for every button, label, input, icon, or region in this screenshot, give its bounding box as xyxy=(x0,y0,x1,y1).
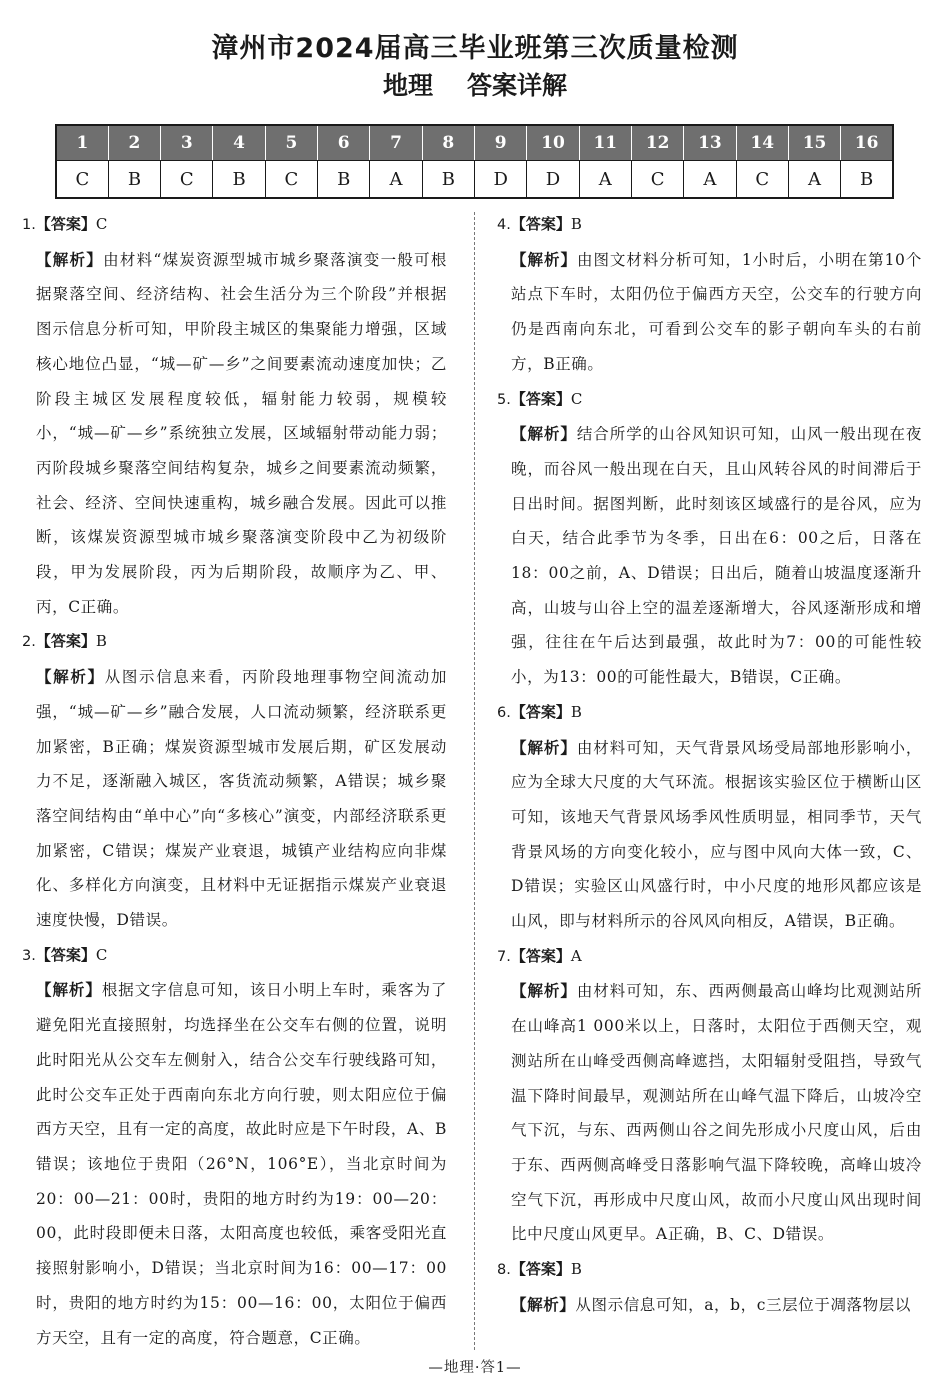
question-number-cell: 3 xyxy=(161,125,213,161)
question-block-7 xyxy=(497,939,922,1252)
analysis-tag: 【解析】 xyxy=(511,1295,576,1314)
question-block-5 xyxy=(497,382,922,695)
answer-letter: B xyxy=(570,702,582,721)
answer-letter-cell: D xyxy=(527,161,579,199)
answer-letter-cell: B xyxy=(108,161,160,199)
analysis-paragraph xyxy=(497,243,922,382)
answer-tag: 【答案】 xyxy=(510,389,571,408)
question-number-cell: 11 xyxy=(579,125,631,161)
question-number-cell: 16 xyxy=(841,125,893,161)
analysis-tag: 【解析】 xyxy=(511,425,577,444)
answer-line xyxy=(497,939,922,975)
answer-letter: B xyxy=(95,632,107,651)
question-number: 3. xyxy=(22,947,36,964)
document-type-label: 答案详解 xyxy=(467,71,568,100)
answer-letter: A xyxy=(570,946,582,965)
question-number-cell: 9 xyxy=(475,125,527,161)
question-block-1 xyxy=(22,207,447,624)
answer-letter: C xyxy=(95,215,108,233)
question-number: 7. xyxy=(497,948,511,965)
answer-letter-cell: B xyxy=(422,161,474,199)
question-number-cell: 2 xyxy=(108,125,160,161)
analysis-text: 由材料可知，天气背景风场受局部地形影响小，应为全球大尺度的大气环流。根据该实验区位于横断山区可知，该地天气背景风场季风性质明显，相同季节，天气背景风场的方向变化较小，应与图中风向大体一致，C、D错误；实验区山风盛行时，中小尺度的地形风都应该是山风，即与材料所示的谷风风向相反，A错误，B正确。 xyxy=(511,738,922,931)
answer-line xyxy=(497,207,922,243)
question-block-6 xyxy=(497,695,922,939)
answer-letter-cell: B xyxy=(841,161,893,199)
answer-letter-cell: C xyxy=(161,161,213,199)
question-number: 8. xyxy=(497,1262,511,1279)
answer-letter-cell: A xyxy=(788,161,840,199)
question-block-4 xyxy=(497,207,922,382)
answer-tag: 【答案】 xyxy=(510,1260,571,1279)
question-number-cell: 1 xyxy=(56,125,108,161)
analysis-text: 由材料“煤炭资源型城市城乡聚落演变一般可根据聚落空间、经济结构、社会生活分为三个阶段”并根据图示信息分析可知，甲阶段主城区的集聚能力增强，区域核心地位凸显，“城—矿—乡”之间要素流动速度加快；乙阶段主城区发展程度较低，辐射能力较弱，规模较小，“城—矿—乡”系统独立发展，区域辐射带动能力弱；丙阶段城乡聚落空间结构复杂，城乡之间要素流动频繁，社会、经济、空间快速重构，城乡融合发展。因此可以推断，该煤炭资源型城市城乡聚落演变阶段中乙为初级阶段，甲为发展阶段，丙为后期阶段，故顺序为乙、甲、丙，C正确。 xyxy=(36,250,447,616)
answer-key-number-row xyxy=(56,125,893,161)
question-number-cell: 10 xyxy=(527,125,579,161)
question-number: 6. xyxy=(497,704,511,721)
question-number: 4. xyxy=(497,217,511,233)
answer-letter-cell: D xyxy=(475,161,527,199)
answer-letter-cell: C xyxy=(56,161,108,199)
question-number-cell: 7 xyxy=(370,125,422,161)
analysis-paragraph xyxy=(497,417,922,695)
analysis-tag: 【解析】 xyxy=(511,738,577,757)
left-column xyxy=(22,207,447,1355)
page-subtitle xyxy=(0,66,950,102)
analysis-paragraph xyxy=(497,974,922,1252)
answer-tag: 【答案】 xyxy=(35,945,96,964)
analysis-tag: 【解析】 xyxy=(511,250,577,269)
question-number: 5. xyxy=(497,391,511,408)
answer-tag: 【答案】 xyxy=(510,946,571,965)
question-number-cell: 15 xyxy=(788,125,840,161)
analysis-text: 由图文材料分析可知，1小时后，小明在第10个站点下车时，太阳仍位于偏西方天空，公交车的行驶方向仍是西南向东北，可看到公交车的影子朝向车头的右前方，B正确。 xyxy=(511,250,922,373)
analysis-paragraph xyxy=(22,973,447,1355)
column-divider xyxy=(474,212,475,1350)
question-number: 1. xyxy=(22,217,36,233)
answer-letter-cell: A xyxy=(684,161,736,199)
question-number-cell: 13 xyxy=(684,125,736,161)
answer-tag: 【答案】 xyxy=(510,702,571,721)
answer-letter-cell: A xyxy=(370,161,422,199)
analysis-paragraph xyxy=(497,1288,922,1323)
answer-letter: B xyxy=(570,1260,582,1279)
analysis-text: 从图示信息来看，丙阶段地理事物空间流动加强，“城—矿—乡”融合发展，人口流动频繁，经济联系更加紧密，B正确；煤炭资源型城市发展后期，矿区发展动力不足，逐渐融入城区，客货流动频繁，A错误；城乡聚落空间结构由“单中心”向“多核心”演变，内部经济联系更加紧密，C错误；煤炭产业衰退，城镇产业结构应向非煤化、多样化方向演变，且材料中无证据指示煤炭产业衰退速度快慢，D错误。 xyxy=(36,668,447,930)
analysis-paragraph xyxy=(497,731,922,939)
answer-letter: B xyxy=(570,215,582,233)
question-number-cell: 4 xyxy=(213,125,265,161)
analysis-text: 根据文字信息可知，该日小明上车时，乘客为了避免阳光直接照射，均选择坐在公交车右侧的位置，说明此时阳光从公交车左侧射入，结合公交车行驶线路可知，此时公交车正处于西南向东北方向行驶，则太阳应位于偏西方天空，且有一定的高度，故此时应是下午时段，A、B错误；该地位于贵阳（26°N，106°E），当北京时间为20：00—21：00时，贵阳的地方时约为19：00—20：00，此时段即便未日落，太阳高度也较低，乘客受阳光直接照射影响小，D错误；当北京时间为16：00—17：00时，贵阳的地方时约为15：00—16：00，太阳位于偏西方天空，且有一定的高度，符合题意，C正确。 xyxy=(36,981,447,1347)
right-column xyxy=(497,207,922,1323)
question-block-8 xyxy=(497,1252,922,1322)
analysis-tag: 【解析】 xyxy=(36,250,104,269)
answer-line xyxy=(497,1252,922,1288)
subject-label: 地理 xyxy=(382,71,433,100)
answer-letter: C xyxy=(95,945,108,964)
analysis-text: 结合所学的山谷风知识可知，山风一般出现在夜晚，而谷风一般出现在白天，且山风转谷风的时间滞后于日出时间。据图判断，此时刻该区域盛行的是谷风，应为白天，结合此季节为冬季，日出在6：00之后，日落在18：00之前，A、D错误；日出后，随着山坡温度逐渐升高，山坡与山谷上空的温差逐渐增大，谷风逐渐形成和增强，往往在午后达到最强，故此时为7：00的可能性较小，为13：00的可能性最大，B错误，C正确。 xyxy=(511,425,922,687)
answer-letter-cell: A xyxy=(579,161,631,199)
answer-line xyxy=(497,382,922,418)
analysis-text: 由材料可知，东、西两侧最高山峰均比观测站所在山峰高1 000米以上，日落时，太阳位于西侧天空，观测站所在山峰受西侧高峰遮挡，太阳辐射受阻挡，导致气温下降时间最早，观测站所在山峰气温下降后，山坡冷空气下沉，与东、西两侧山谷之间先形成小尺度山风，后由于东、西两侧高峰受日落影响气温下降较晚，高峰山坡冷空气下沉，再形成中尺度山风，故而小尺度山风出现时间比中尺度山风更早。A正确，B、C、D错误。 xyxy=(511,982,922,1244)
answer-tag: 【答案】 xyxy=(510,215,571,233)
answer-letter-cell: B xyxy=(318,161,370,199)
analysis-tag: 【解析】 xyxy=(511,982,577,1001)
question-number-cell: 14 xyxy=(736,125,788,161)
analysis-tag: 【解析】 xyxy=(36,668,105,687)
question-number-cell: 8 xyxy=(422,125,474,161)
answer-letter-cell: B xyxy=(213,161,265,199)
analysis-paragraph xyxy=(22,660,447,938)
answer-key-letter-row xyxy=(56,161,893,199)
page-title: 漳州市2024届高三毕业班第三次质量检测 xyxy=(211,33,739,64)
answer-line xyxy=(22,207,447,243)
page-footer: —地理·答1— xyxy=(428,1360,522,1376)
answer-letter-cell: C xyxy=(736,161,788,199)
answer-letter-cell: C xyxy=(265,161,317,199)
answer-letter: C xyxy=(570,389,583,408)
question-number-cell: 12 xyxy=(631,125,683,161)
answer-letter-cell: C xyxy=(631,161,683,199)
answer-tag: 【答案】 xyxy=(35,632,96,651)
answer-tag: 【答案】 xyxy=(35,215,96,233)
question-block-3 xyxy=(22,938,447,1355)
analysis-tag: 【解析】 xyxy=(36,981,102,1000)
question-number: 2. xyxy=(22,634,36,651)
answer-key-table xyxy=(55,124,894,199)
analysis-text: 从图示信息可知，a，b，c三层位于凋落物层以 xyxy=(575,1295,911,1314)
answer-line xyxy=(497,695,922,731)
question-number-cell: 6 xyxy=(318,125,370,161)
question-number-cell: 5 xyxy=(265,125,317,161)
answer-line xyxy=(22,624,447,660)
question-block-2 xyxy=(22,624,447,937)
answer-line xyxy=(22,938,447,974)
analysis-paragraph xyxy=(22,243,447,625)
